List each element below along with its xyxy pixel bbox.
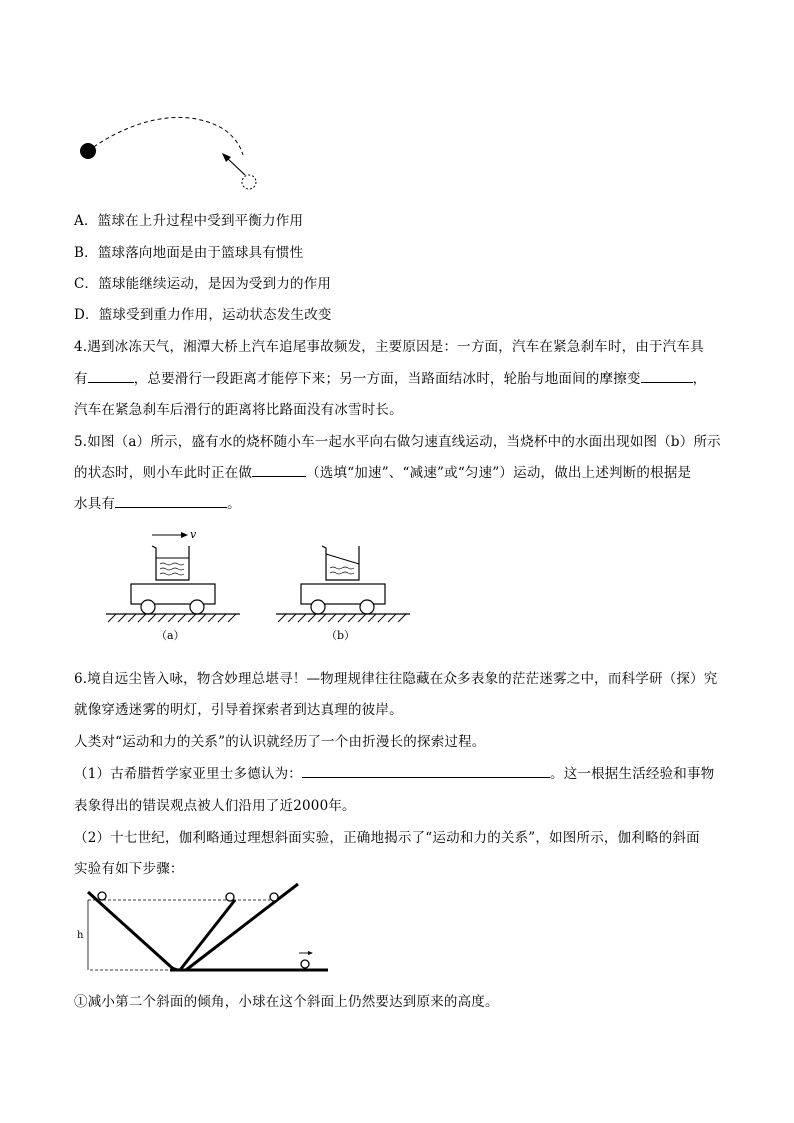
q6-part2: （2）十七世纪，伽利略通过理想斜面实验，正确地揭示了“运动和力的关系”，如图所示，伽利略的斜面 xyxy=(74,830,700,846)
q5-text: （选填“加速”、“减速”或“匀速”）运动，做出上述判断的根据是 xyxy=(306,465,692,481)
basketball-dashed xyxy=(242,175,256,189)
option-a: A．篮球在上升过程中受到平衡力作用 xyxy=(74,213,304,229)
cart-figure-a xyxy=(104,528,244,648)
option-d: D．篮球受到重力作用，运动状态发生改变 xyxy=(74,307,332,323)
q5-text: 水具有 xyxy=(74,496,116,512)
q4-line2 xyxy=(74,367,706,387)
velocity-label: v xyxy=(190,528,197,541)
q4-line1: 4.遇到冰冻天气，湘潭大桥上汽车追尾事故频发，主要原因是：一方面，汽车在紧急刹车时，由于汽车具 xyxy=(74,339,704,355)
q6-line3: 人类对“运动和力的关系”的认识就经历了一个由折漫长的探索过程。 xyxy=(74,734,486,750)
option-c: C．篮球能继续运动，是因为受到力的作用 xyxy=(74,276,332,292)
answer-blank[interactable] xyxy=(302,764,550,778)
option-b: B．篮球落向地面是由于篮球具有惯性 xyxy=(74,245,304,261)
q6-text: （1）古希腊哲学家亚里士多德认为： xyxy=(74,766,302,782)
q6-line1: 6.境自远尘皆入咏，物含妙理总堪寻！—物理规律往往隐藏在众多表象的茫茫迷雾之中，而科学研（探）究 xyxy=(74,671,718,687)
q6-step1: ①减小第二个斜面的倾角，小球在这个斜面上仍然要达到原来的高度。 xyxy=(74,994,499,1010)
q6-part1 xyxy=(74,762,714,782)
trajectory-path xyxy=(88,117,243,155)
cart-figure-b xyxy=(274,528,414,648)
q6-part1-cont: 表象得出的错误观点被人们沿用了近2000年。 xyxy=(74,798,356,814)
q5-line1: 5.如图（a）所示，盛有水的烧杯随小车一起水平向右做匀速直线运动，当烧杯中的水面出现如图（b）所示 xyxy=(74,434,721,450)
basketball-solid xyxy=(80,143,96,159)
q4-text: ， xyxy=(692,371,707,387)
q5-text: 。 xyxy=(227,496,241,512)
q6-text: 。这一根据生活经验和事物 xyxy=(550,766,715,782)
q5-line2 xyxy=(74,461,691,481)
figure-a-label: （a） xyxy=(156,629,185,642)
motion-arrow xyxy=(226,157,245,175)
q5-line3 xyxy=(74,492,241,512)
inclined-plane-figure xyxy=(70,880,340,980)
q4-text: ，总要滑行一段距离才能停下来；另一方面，当路面结冰时，轮胎与地面间的摩擦变 xyxy=(133,371,641,387)
q5-text: 的状态时，则小车此时正在做 xyxy=(74,465,253,481)
answer-blank[interactable] xyxy=(641,369,693,383)
q6-line2: 就像穿透迷雾的明灯，引导着探索者到达真理的彼岸。 xyxy=(74,702,403,718)
q4-line3: 汽车在紧急刹车后滑行的距离将比路面没有冰雪时长。 xyxy=(74,402,403,418)
figure-b-label: （b） xyxy=(326,629,356,642)
q4-text: 有 xyxy=(74,371,88,387)
answer-blank[interactable] xyxy=(88,369,134,383)
basketball-trajectory-figure xyxy=(70,100,270,195)
height-label: h xyxy=(77,930,84,941)
answer-blank[interactable] xyxy=(115,494,227,508)
q6-part2-cont: 实验有如下步骤： xyxy=(74,861,184,877)
answer-blank[interactable] xyxy=(252,463,306,477)
